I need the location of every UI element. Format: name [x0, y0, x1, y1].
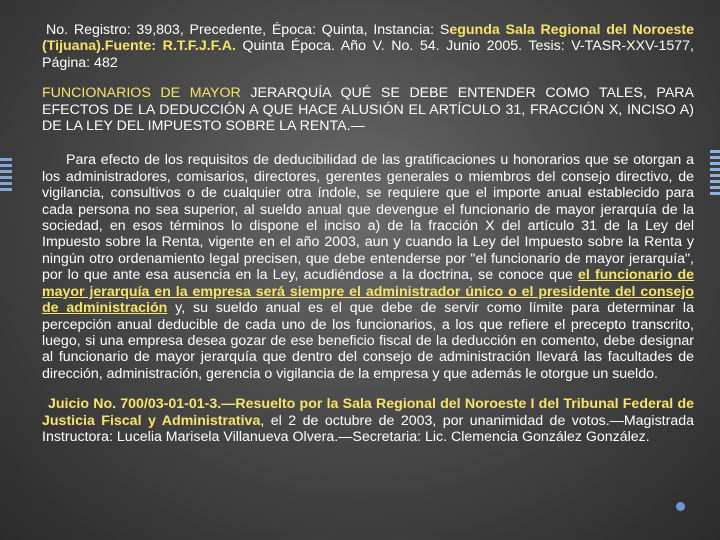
header-sala: egunda Sala Regional del Noroeste (Tijuana).Fuente: R.T.F.J.F.A.	[42, 22, 694, 55]
bullet-dot-icon	[676, 502, 685, 511]
registry-header	[42, 22, 694, 71]
left-slide-marker	[0, 158, 12, 194]
body-part2: y, su sueldo anual es el que debe de servir como límite para determinar la percepción anual deducible de cada uno de los funcionarios, a los que refiere el precepto transcrito, luego, si una empresa desea gozar de ese beneficio fiscal de la deducción en comento, debe designar al funcionario de mayor jerarquía que dentro del consejo de administración llevará las facultades de dirección, administración, gerencia o vigilancia de la empresa y que además le otorgue un sueldo.	[42, 300, 694, 382]
thesis-title	[42, 85, 694, 134]
thesis-body	[42, 152, 694, 382]
body-highlight: el funcionario de mayor jerarquía en la empresa será siempre el administrador único o el presidente del consejo de administración	[42, 267, 695, 317]
header-rest: Quinta Época. Año V. No. 54. Junio 2005. Tesis: V-TASR-XXV-1577, Página: 482	[42, 38, 694, 71]
document-body	[42, 22, 694, 445]
body-part1: Para efecto de los requisitos de deducibilidad de las gratificaciones u honorarios que se otorgan a los administradores, comisarios, directores, gerentes generales o miembros del consejo directivo, de vigilancia, consultivos o de cualquier otra índole, se requiere que el importe anual establecido para cada persona no sea superior, al sueldo anual que devengue el funcionario de mayor jerarquía de la sociedad, en esos términos lo dispone el inciso a) de la fracción X del artículo 31 de la Ley del Impuesto sobre la Renta, vigente en el año 2003, aun y cuando la Ley del Impuesto sobre la Renta y ningún otro ordenamiento legal precisen, que debe entenderse por "el funcionario de mayor jerarquía", por lo que ante esa ausencia en la Ley, acudiéndose a la doctrina, se conoce que	[42, 152, 694, 284]
right-slide-marker	[710, 150, 720, 198]
citation-rest: , el 2 de octubre de 2003, por unanimidad de votos.—Magistrada Instructora: Lucelia Marisela Villanueva Olvera.—Secretaria: Lic. Clemencia González González.	[42, 412, 695, 445]
title-highlight: FUNCIONARIOS DE MAYOR	[42, 85, 241, 102]
title-rest: JERARQUÍA QUÉ SE DEBE ENTENDER COMO TALES, PARA EFECTOS DE LA DEDUCCIÓN A QUE HACE ALUSIÓN EL ARTÍCULO 31, FRACCIÓN X, INCISO A) DE LA LEY DEL IMPUESTO SOBRE LA RENTA.—	[42, 85, 694, 135]
case-citation	[42, 396, 694, 445]
citation-bold: Juicio No. 700/03-01-01-3.—Resuelto por la Sala Regional del Noroeste I del Tribunal Federal de Justicia Fiscal y Administrativa	[42, 396, 694, 429]
header-prefix: No. Registro: 39,803, Precedente, Época: Quinta, Instancia: S	[46, 22, 450, 38]
